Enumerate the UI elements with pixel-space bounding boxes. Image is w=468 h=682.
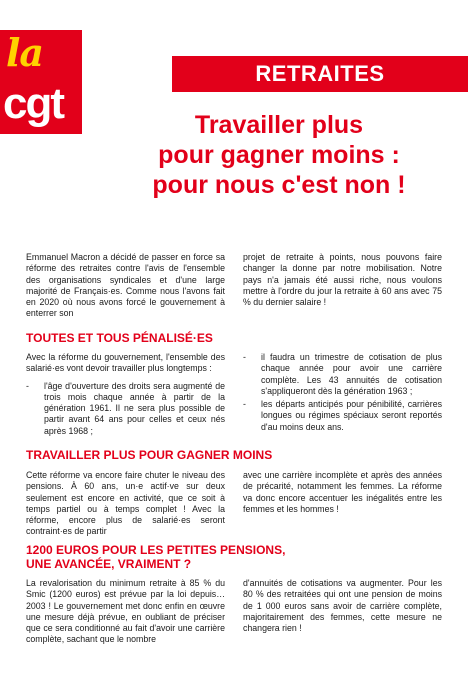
section1-bullets-left [26, 381, 225, 437]
intro-left-column [26, 252, 225, 320]
section3-heading-line-1: 1200 EUROS POUR LES PETITES PENSIONS, [26, 543, 286, 557]
section2-left-column [26, 470, 225, 538]
intro-columns [26, 252, 442, 320]
section1-columns [26, 352, 442, 439]
section1-right-column [243, 352, 442, 439]
headline-line-2: pour gagner moins : [158, 141, 400, 169]
logo-la-text: la [6, 30, 44, 75]
section3-heading-line-2: UNE AVANCÉE, VRAIMENT ? [26, 557, 192, 571]
section1-bullet: - il faudra un trimestre de cotisation de plus chaque année pour avoir une carrière complète. Les 43 annuités de cotisation s'appliqueront dès la génération 1963 ; [243, 352, 442, 397]
headline-line-1: Travailler plus [194, 111, 364, 139]
intro-right-text: projet de retraite à points, nous pouvons faire changer la donne par notre mobilisation. Notre pays n'a jamais été aussi riche, nous voulons mettre à l'ordre du jour la retraite à 60 ans avec 75 % du dernier salaire ! [243, 252, 442, 308]
section2-right-column [243, 470, 442, 538]
section3-left-column [26, 578, 225, 646]
section2-left-text: Cette réforme va encore faire chuter le niveau des pensions. À 60 ans, un·e actif·ve sur deux seulement est encore en activité, que ce soit à temps partiel ou à temps complet ! Avec la réforme, encore plus de salarié·es seront contraint·es de partir [26, 470, 225, 537]
section3-right-text: d'annuités de cotisations va augmenter. Pour les 80 % des retraitées qui ont une pension de moins de 1 000 euros sans avoir de carrière complète, majoritairement des femmes, cette mesure ne changera rien ! [243, 578, 442, 634]
intro-right-column [243, 252, 442, 320]
section3-heading [26, 543, 446, 571]
section2-heading: TRAVAILLER PLUS POUR GAGNER MOINS [26, 448, 273, 462]
retraites-banner: RETRAITES [172, 56, 468, 92]
headline-line-3: pour nous c'est non ! [152, 171, 406, 199]
cgt-logo [0, 30, 82, 134]
intro-left-text: Emmanuel Macron a décidé de passer en force sa réforme des retraites contre l'avis de l'ensemble des organisations syndicales et d'une large majorité de Français·es. Comme nous l'avons fait en 2020 où nous avons forcé le gouvernement à enterrer son [26, 252, 225, 319]
section1-bullet: - l'âge d'ouverture des droits sera augmenté de trois mois chaque année à partir de la génération 1961. Il ne sera plus possible de partir avant 64 ans pour celles et ceux nés après 1968 ; [26, 381, 225, 437]
section3-columns [26, 578, 442, 646]
section2-right-text: avec une carrière incomplète et après des années de précarité, notamment les femmes. La réforme va donc encore accentuer les inégalités entre les femmes et les hommes ! [243, 470, 442, 514]
section2-columns [26, 470, 442, 538]
page-headline [90, 110, 468, 200]
section1-lead: Avec la réforme du gouvernement, l'ensemble des salarié·es vont devoir travailler plus longtemps : [26, 352, 225, 374]
section3-left-text: La revalorisation du minimum retraite à 85 % du Smic (1200 euros) est prévue par la loi depuis… 2003 ! Le gouvernement met donc enfin en œuvre une mesure déjà prévue, en oubliant de préciser que ce sera conditionné au fait d'avoir une carrière complète, sachant que le nombre [26, 578, 225, 645]
section1-heading: TOUTES ET TOUS PÉNALISÉ·ES [26, 331, 213, 345]
logo-cgt-text: cgt [3, 79, 63, 128]
section1-left-column [26, 352, 225, 439]
section3-right-column [243, 578, 442, 646]
section1-bullet: - les départs anticipés pour pénibilité, carrières longues ou régimes spéciaux seront reportés d'au moins deux ans. [243, 399, 442, 433]
section1-bullets-right [243, 352, 442, 433]
